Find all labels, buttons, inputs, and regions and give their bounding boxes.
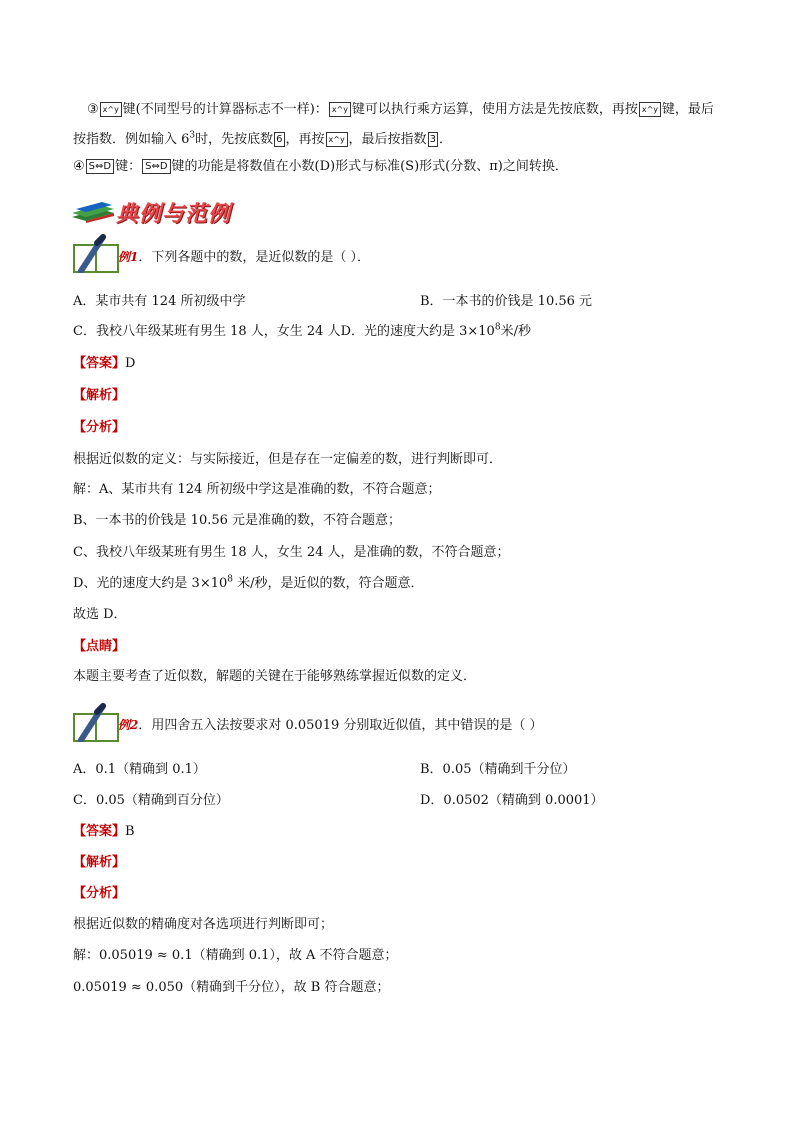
example-1-question: 例1．下列各题中的数，是近似数的是（ ）．: [118, 250, 370, 265]
option-b: B．一本书的价钱是 10.56 元: [420, 294, 593, 309]
example-1-dianjing-tag: 【点睛】: [73, 639, 126, 654]
books-icon: [70, 199, 116, 223]
example-1-solution-4: D、光的速度大约是 $3\times 10^8$ 米/秒，是近似的数，符合题意．: [73, 574, 424, 591]
option-a: A．某市共有 124 所初级中学: [73, 294, 246, 309]
option-d: D．0.0502（精确到 0.0001）: [420, 793, 604, 808]
section-title: 典例与范例: [70, 199, 270, 225]
example-2-solution-2: 0.05019 ≈ 0.050（精确到千分位），故 B 符合题意；: [73, 980, 390, 995]
intro-p3-line2: 按指数．例如输入 $6^3$时，先按底数 6 ，再按 x^y ，最后按指数 3 ．: [73, 130, 452, 147]
power-key-icon: x^y: [100, 102, 122, 117]
intro-p3-line1: ③ x^y 键(不同型号的计算器标志不一样)： x^y 键可以执行乘方运算，使用方法是先按底数，再按 x^y 键，最后: [87, 102, 714, 117]
digit-key-6: 6: [276, 134, 283, 145]
example-1-analysis-tag: 【解析】: [73, 388, 126, 403]
option-c: C．0.05（精确到百分位）: [73, 793, 229, 808]
example-2-fenxi-tag: 【分析】: [73, 886, 126, 901]
power-key-icon: x^y: [639, 102, 661, 117]
example-1-book-icon: [73, 233, 119, 273]
example-1-solution-1: 解：A、某市共有 124 所初级中学这是准确的数，不符合题意；: [73, 482, 441, 497]
example-1-solution-2: B、一本书的价钱是 10.56 元是准确的数，不符合题意；: [73, 513, 402, 528]
example-1-fenxi: 根据近似数的定义：与实际接近，但是存在一定偏差的数，进行判断即可．: [73, 452, 503, 467]
circle-number-3: ③: [87, 102, 99, 117]
sd-key-icon: S⇔D: [86, 159, 114, 174]
option-c: C．我校八年级某班有男生 18 人，女生 24 人: [73, 324, 341, 339]
intro-p4: ④ S⇔D 键： S⇔D 键的功能是将数值在小数(D)形式与标准(S)形式(分数、π)之间转换．: [73, 159, 568, 174]
power-key-icon: x^y: [326, 132, 348, 147]
example-2-option-row-1: [73, 760, 576, 780]
option-a: A．0.1（精确到 0.1）: [73, 762, 206, 777]
example-1-solution-5: 故选 D．: [73, 607, 127, 622]
example-2-fenxi: 根据近似数的精确度对各选项进行判断即可；: [73, 917, 334, 932]
example-2-question: 例2．用四舍五入法按要求对 0.05019 分别取近似值，其中错误的是（ ）: [118, 718, 543, 733]
example-2-solution-1: 解：0.05019 ≈ 0.1（精确到 0.1），故 A 不符合题意；: [73, 948, 398, 963]
sd-key-icon: S⇔D: [142, 159, 170, 174]
power-key-icon: x^y: [329, 102, 351, 117]
example-2-book-icon: [73, 702, 119, 742]
example-1-dianjing: 本题主要考查了近似数，解题的关键在于能够熟练掌握近似数的定义．: [73, 669, 477, 684]
example-2-answer: 【答案】B: [73, 824, 135, 839]
option-b: B．0.05（精确到千分位）: [420, 762, 576, 777]
example-1-option-row-1: [73, 292, 593, 312]
digit-key-3: 3: [429, 134, 436, 145]
example-2-option-row-2: [73, 791, 604, 811]
example-1-answer: 【答案】D: [73, 356, 136, 371]
example-2-analysis-tag: 【解析】: [73, 855, 126, 870]
option-d: D．光的速度大约是 $3\times 10^8$米/秒: [340, 322, 531, 339]
example-1-fenxi-tag: 【分析】: [73, 420, 126, 435]
example-1-solution-3: C、我校八年级某班有男生 18 人，女生 24 人，是准确的数，不符合题意；: [73, 545, 510, 560]
example-1-option-row-2: [73, 322, 531, 342]
